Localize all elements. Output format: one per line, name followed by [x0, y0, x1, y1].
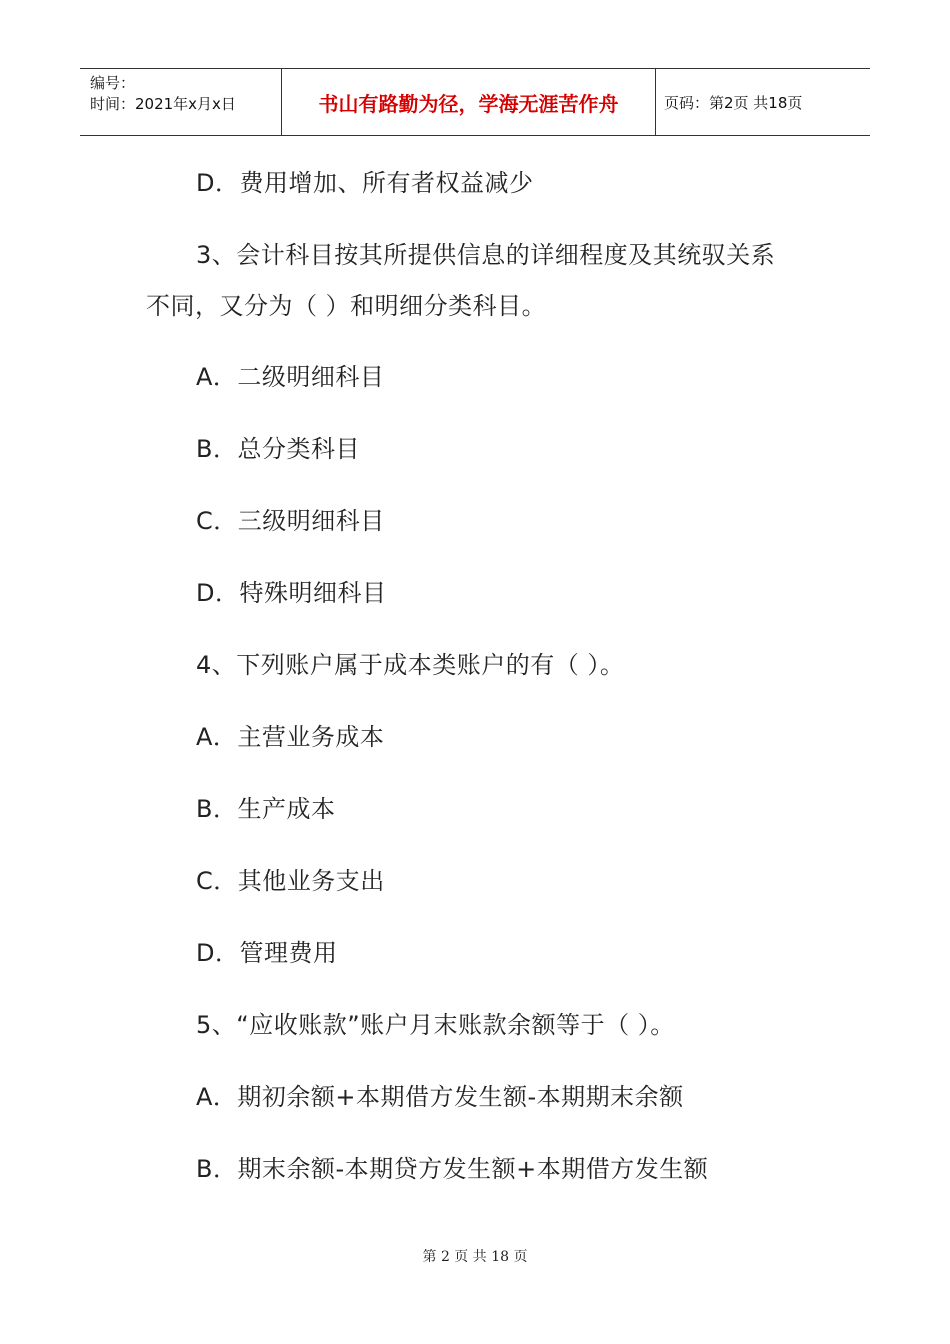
option-a-q5: A．期初余额+本期借方发生额-本期期末余额 — [196, 1083, 684, 1111]
option-b-q4: B．生产成本 — [196, 795, 336, 823]
question-3: 3、会计科目按其所提供信息的详细程度及其统驭关系 — [196, 241, 776, 269]
question-3-cont: 不同，又分为（ ）和明细分类科目。 — [146, 292, 547, 320]
page-header — [80, 68, 870, 136]
header-motto-cell — [282, 69, 656, 135]
option-b-q3: B．总分类科目 — [196, 435, 360, 463]
option-a-q4: A．主营业务成本 — [196, 723, 385, 751]
option-c-q3: C．三级明细科目 — [196, 507, 385, 535]
number-label: 编号： — [90, 74, 136, 92]
option-b-q5: B．期末余额-本期贷方发生额+本期借方发生额 — [196, 1155, 709, 1183]
option-a-q3: A．二级明细科目 — [196, 363, 385, 391]
page-info: 页码：第2页 共18页 — [664, 93, 803, 112]
page-footer: 第 2 页 共 18 页 — [422, 1249, 528, 1265]
option-c-q4: C．其他业务支出 — [196, 867, 385, 895]
option-d-q3: D．特殊明细科目 — [196, 579, 387, 607]
header-page-cell — [656, 69, 870, 135]
question-4: 4、下列账户属于成本类账户的有（ ）。 — [196, 651, 625, 679]
time-label: 时间：2021年x月x日 — [90, 95, 236, 113]
header-meta-cell — [80, 69, 282, 135]
motto: 书山有路勤为径，学海无涯苦作舟 — [318, 91, 619, 116]
question-5: 5、“应收账款”账户月末账款余额等于（ ）。 — [196, 1011, 675, 1039]
option-d-q2: D．费用增加、所有者权益减少 — [196, 169, 534, 197]
option-d-q4: D．管理费用 — [196, 939, 338, 967]
